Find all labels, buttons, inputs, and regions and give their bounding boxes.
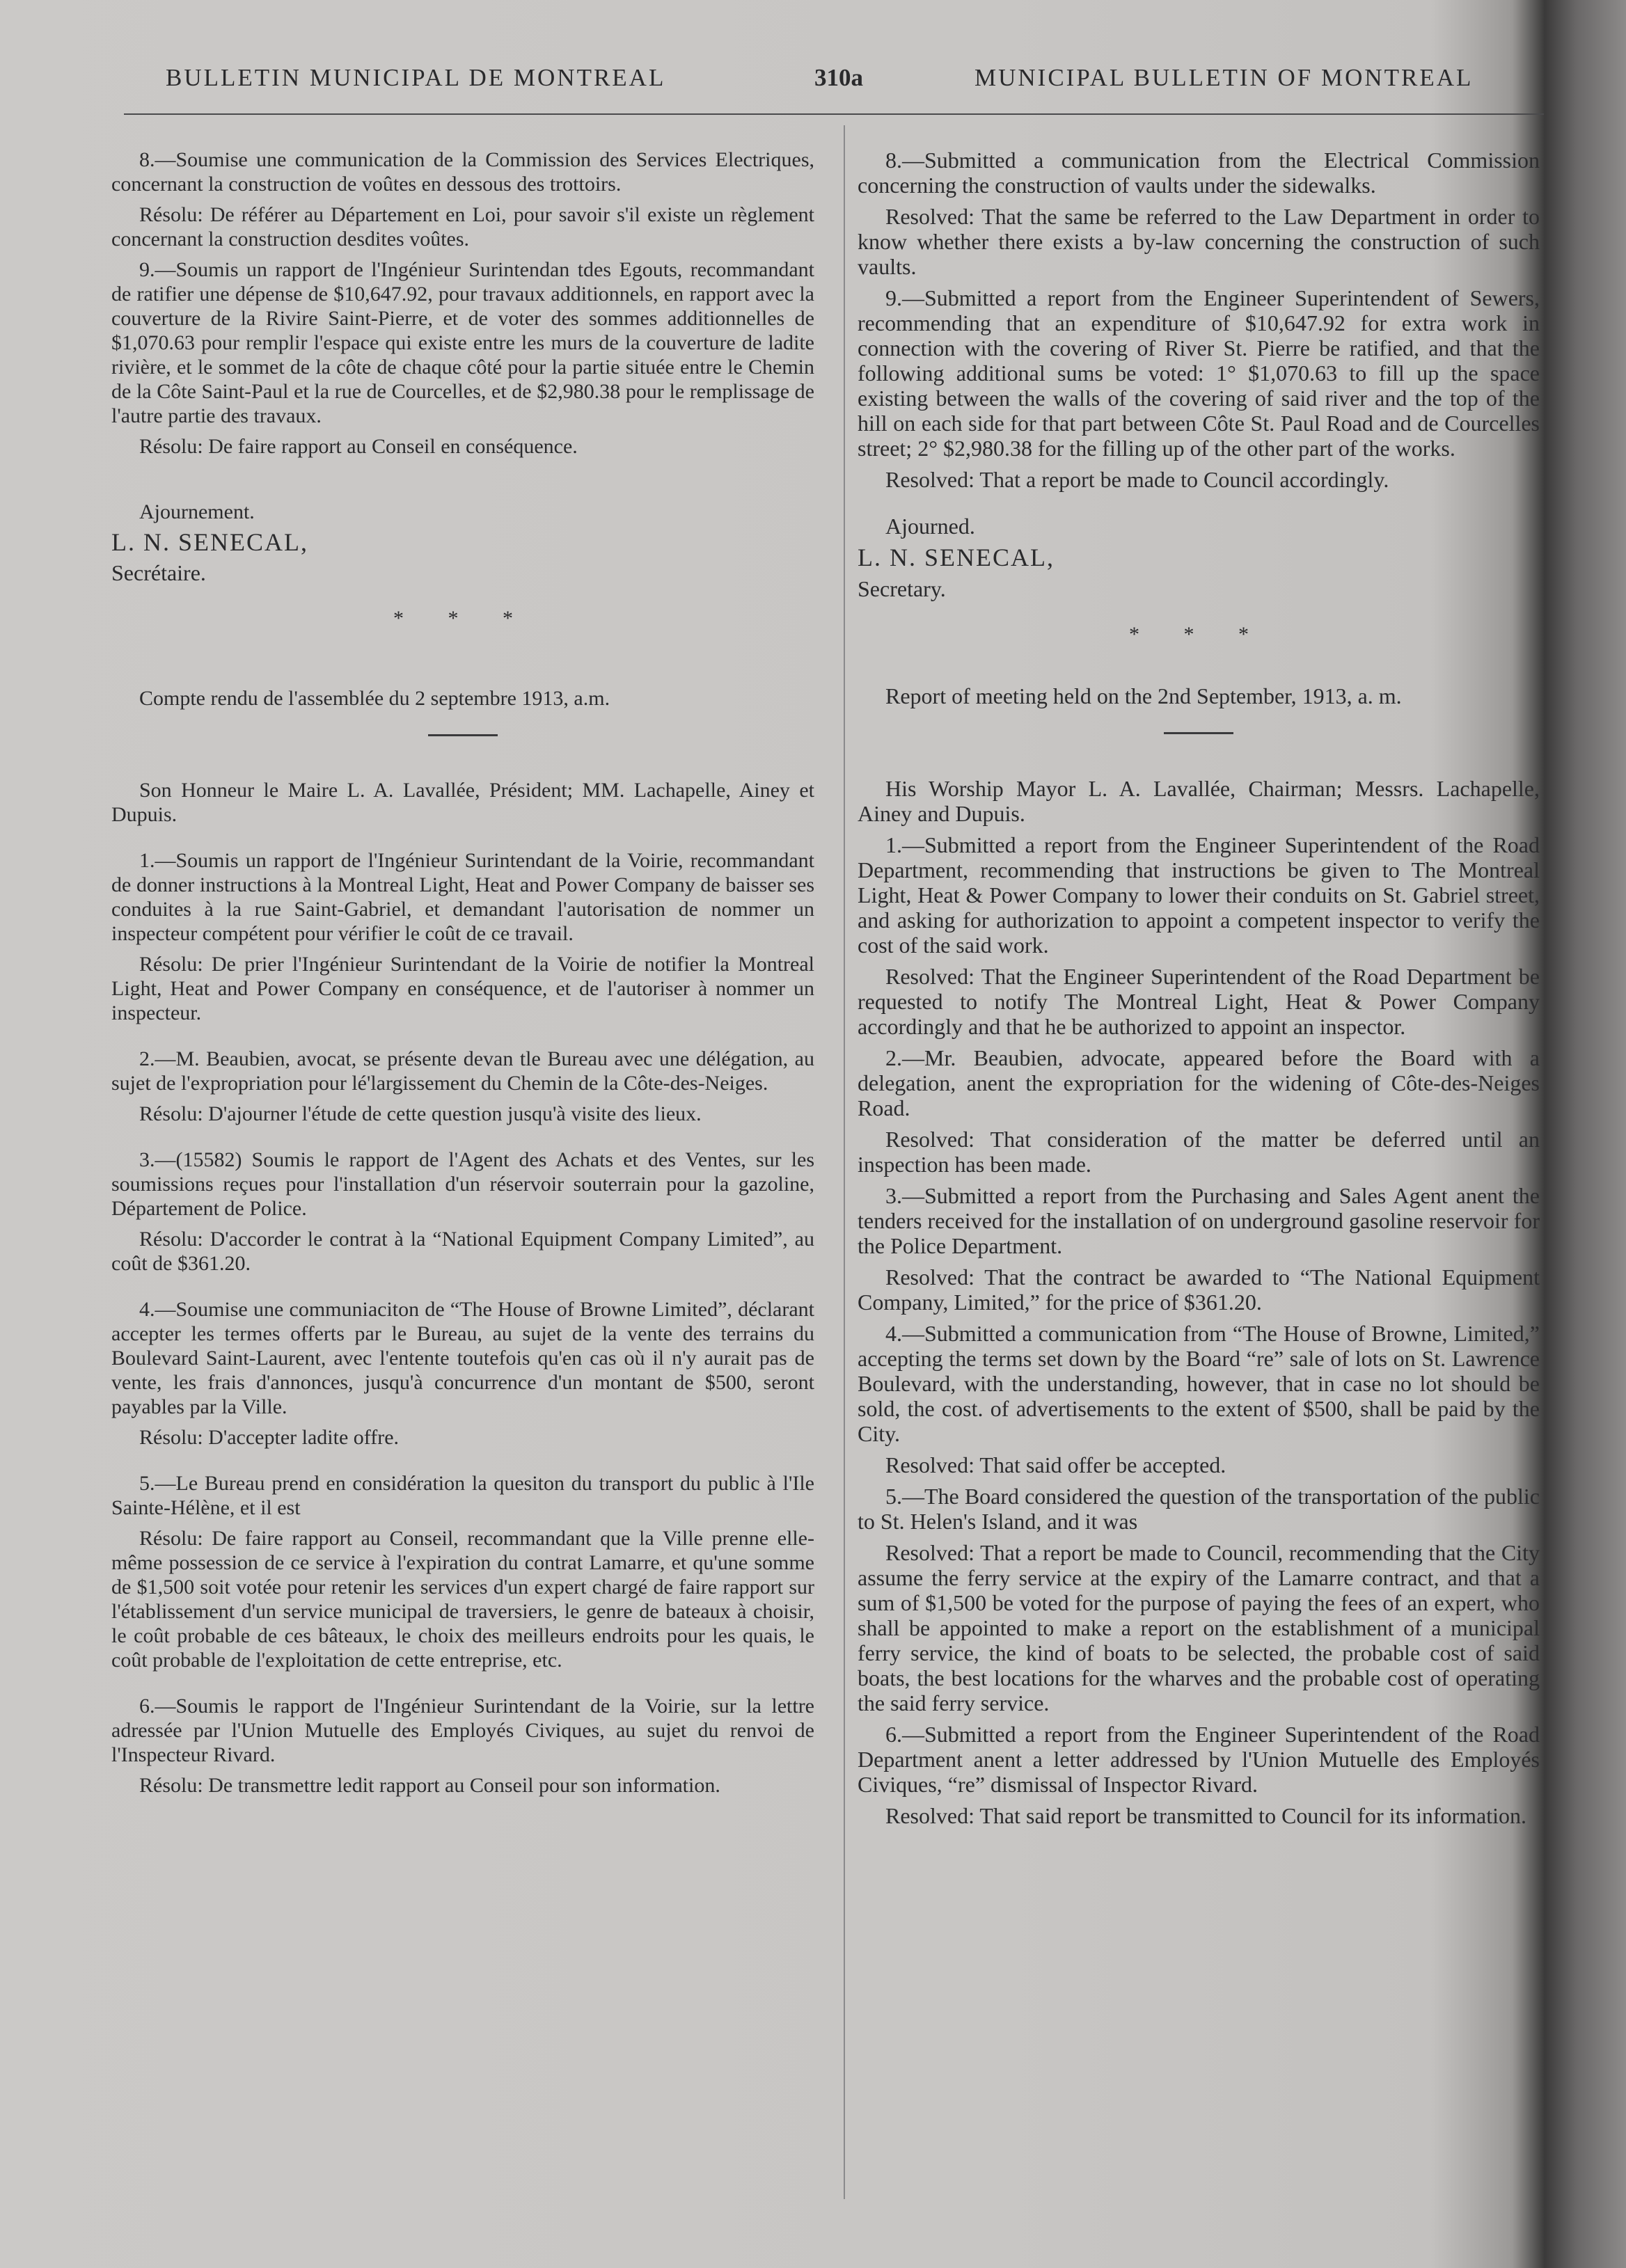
item-1-text: 1.—Soumis un rapport de l'Ingénieur Surintendant de la Voirie, recommandant de donner instructions à la Montreal Light, Heat and Power Company de baisser ses conduites à la rue Saint-Gabriel, et demandant l'autorisation de nommer un inspecteur compétent pour vérifier le coût de ce travail. — [111, 849, 814, 945]
item-2-text: 2.—M. Beaubien, avocat, se présente devan tle Bureau avec une délégation, au sujet de l'expropriation pour lé'largissement du Chemin de la Côte-des-Neiges. — [111, 1047, 814, 1095]
signature-title: Secretary. — [858, 576, 946, 601]
header-french-title: BULLETIN MUNICIPAL DE MONTREAL — [166, 64, 666, 91]
column-divider — [844, 125, 845, 2199]
attendees: Son Honneur le Maire L. A. Lavallée, Président; MM. Lachapelle, Ainey et Dupuis. — [111, 779, 814, 826]
item-2-resolution: Résolu: D'ajourner l'étude de cette question jusqu'à visite des lieux. — [139, 1102, 702, 1125]
section-separator: * * * — [1129, 623, 1268, 646]
item-8-resolution: Resolved: That the same be referred to the Law Department in order to know whether there exists a by-law concerning the construction of such vaults. — [858, 204, 1540, 279]
meeting-report-title: Report of meeting held on the 2nd September, 1913, a. m. — [885, 683, 1402, 708]
item-1-text: 1.—Submitted a report from the Engineer Superintendent of the Road Department, recommending that instructions be given to The Montreal Light, Heat & Power Company to lower their conduits on St. Gabriel street, and asking for authorization to appoint a competent inspector to verify the cost of the said work. — [858, 832, 1540, 958]
item-9-text: 9.—Soumis un rapport de l'Ingénieur Surintendan tdes Egouts, recommandant de ratifier une dépense de $10,647.92, pour travaux additionnels, en rapport avec la couverture de la Rivire Saint-Pierre, et de voter des sommes additionnelles de $1,070.63 pour remplir l'espace qui existe entre les murs de la couverture de ladite rivière, et le sommet de la côte de chaque côté pour la partie située entre le Chemin de la Côte Saint-Paul et la rue de Courcelles, et de $2,980.38 pour le remplissage de l'autre partie des travaux. — [111, 258, 814, 427]
item-4-resolution: Résolu: D'accepter ladite offre. — [139, 1426, 400, 1449]
item-9-resolution: Résolu: De faire rapport au Conseil en conséquence. — [139, 435, 578, 458]
french-column — [111, 148, 814, 1804]
section-separator: * * * — [393, 607, 532, 630]
item-2-resolution: Resolved: That consideration of the matter be deferred until an inspection has been made. — [858, 1127, 1540, 1177]
item-8-resolution: Résolu: De référer au Département en Loi, pour savoir s'il existe un règlement concernant la construction desdites voûtes. — [111, 203, 814, 251]
adjournment: Ajournement. — [139, 500, 255, 523]
short-rule — [428, 734, 498, 736]
item-5-text: 5.—The Board considered the question of the transportation of the public to St. Helen's Island, and it was — [858, 1484, 1540, 1534]
item-4-text: 4.—Soumise une communiaciton de “The House of Browne Limited”, déclarant accepter les termes offerts par le Bureau, au sujet de la vente des terrains du Boulevard Saint-Laurent, avec l'entente toutefois qu'en cas où il n'y aurait pas de vente, les frais d'annonces, jusqu'à concurrence d'un montant de $500, seront payables par la Ville. — [111, 1298, 814, 1418]
item-5-resolution: Résolu: De faire rapport au Conseil, recommandant que la Ville prenne elle-même possession de ce service à l'expiration du contrat Lamarre, et qu'une somme de $1,500 soit votée pour retenir les services d'un expert chargé de faire rapport sur l'établissement d'un service municipal de traversiers, le genre de bateaux à choisir, le coût probable de ces bâteaux, le choix des meilleurs endroits pour les quais, le coût probable de l'exploitation de cette entreprise, etc. — [111, 1527, 814, 1672]
item-6-text: 6.—Submitted a report from the Engineer Superintendent of the Road Department anent a letter addressed by l'Union Mutuelle des Employés Civiques, “re” dismissal of Inspector Rivard. — [858, 1722, 1540, 1797]
meeting-report-title: Compte rendu de l'assemblée du 2 septembre 1913, a.m. — [139, 687, 610, 710]
item-5-text: 5.—Le Bureau prend en considération la quesiton du transport du public à l'Ile Sainte-Hélène, et il est — [111, 1472, 814, 1519]
item-9-resolution: Resolved: That a report be made to Council accordingly. — [885, 467, 1389, 492]
attendees: His Worship Mayor L. A. Lavallée, Chairman; Messrs. Lachapelle, Ainey and Dupuis. — [858, 776, 1540, 826]
adjournment: Ajourned. — [885, 514, 975, 539]
item-8-text: 8.—Submitted a communication from the Electrical Commission concerning the construction of vaults under the sidewalks. — [858, 148, 1540, 198]
item-3-resolution: Resolved: That the contract be awarded to “The National Equipment Company, Limited,” for the price of $361.20. — [858, 1264, 1540, 1315]
short-rule — [1164, 732, 1233, 734]
item-3-text: 3.—(15582) Soumis le rapport de l'Agent des Achats et des Ventes, sur les soumissions reçues pour l'installation d'un réservoir souterrain pour la gazoline, Département de Police. — [111, 1148, 814, 1220]
item-5-resolution: Resolved: That a report be made to Council, recommending that the City assume the ferry service at the expiry of the Lamarre contract, and that a sum of $1,500 be voted for the purpose of paying the fees of an expert, who shall be appointed to make a report on the establishment of a municipal ferry service, the kind of boats to be selected, the probable cost of said boats, the best locations for the wharves and the probable cost of operating the said ferry service. — [858, 1540, 1540, 1715]
page-number: 310a — [814, 64, 863, 91]
item-6-resolution: Résolu: De transmettre ledit rapport au Conseil pour son information. — [139, 1774, 720, 1797]
item-2-text: 2.—Mr. Beaubien, advocate, appeared before the Board with a delegation, anent the expropriation for the widening of Côte-des-Neiges Road. — [858, 1045, 1540, 1120]
item-6-text: 6.—Soumis le rapport de l'Ingénieur Surintendant de la Voirie, sur la lettre adressée par l'Union Mutuelle des Employés Civiques, au sujet du renvoi de l'Inspecteur Rivard. — [111, 1695, 814, 1766]
item-6-resolution: Resolved: That said report be transmitted to Council for its information. — [885, 1803, 1527, 1828]
item-3-text: 3.—Submitted a report from the Purchasing and Sales Agent anent the tenders received for the installation of on underground gasoline reservoir for the Police Department. — [858, 1183, 1540, 1258]
signature-title: Secrétaire. — [111, 560, 206, 585]
signature-name: L. N. SENECAL, — [858, 544, 1055, 571]
english-column — [858, 148, 1540, 1834]
item-8-text: 8.—Soumise une communication de la Commission des Services Electriques, concernant la construction de voûtes en dessous des trottoirs. — [111, 148, 814, 196]
header-rule — [124, 113, 1544, 115]
item-3-resolution: Résolu: D'accorder le contrat à la “National Equipment Company Limited”, au coût de $361.20. — [111, 1228, 814, 1275]
signature-name: L. N. SENECAL, — [111, 528, 308, 556]
item-9-text: 9.—Submitted a report from the Engineer Superintendent of Sewers, recommending that an expenditure of $10,647.92 for extra work in connection with the covering of River St. Pierre be ratified, and that the following additional sums be voted: 1° $1,070.63 to fill up the space existing between the walls of the covering of said river and the top of the hill on each side for that part between Côte St. Paul Road and de Courcelles street; 2° $2,980.38 for the filling up of the other part of the works. — [858, 285, 1540, 461]
item-1-resolution: Resolved: That the Engineer Superintendent of the Road Department be requested to notify The Montreal Light, Heat & Power Company accordingly and that he be authorized to appoint an inspector. — [858, 964, 1540, 1039]
item-4-resolution: Resolved: That said offer be accepted. — [885, 1452, 1226, 1477]
item-1-resolution: Résolu: De prier l'Ingénieur Surintendant de la Voirie de notifier la Montreal Light, Heat and Power Company en conséquence, et de l'autoriser à nommer un inspecteur. — [111, 953, 814, 1024]
item-4-text: 4.—Submitted a communication from “The House of Browne, Limited,” accepting the terms set down by the Board “re” sale of lots on St. Lawrence Boulevard, with the understanding, however, that in case no lot should be sold, the cost. of advertisements to the extent of $500, shall be paid by the City. — [858, 1321, 1540, 1446]
header-english-title: MUNICIPAL BULLETIN OF MONTREAL — [974, 64, 1474, 91]
